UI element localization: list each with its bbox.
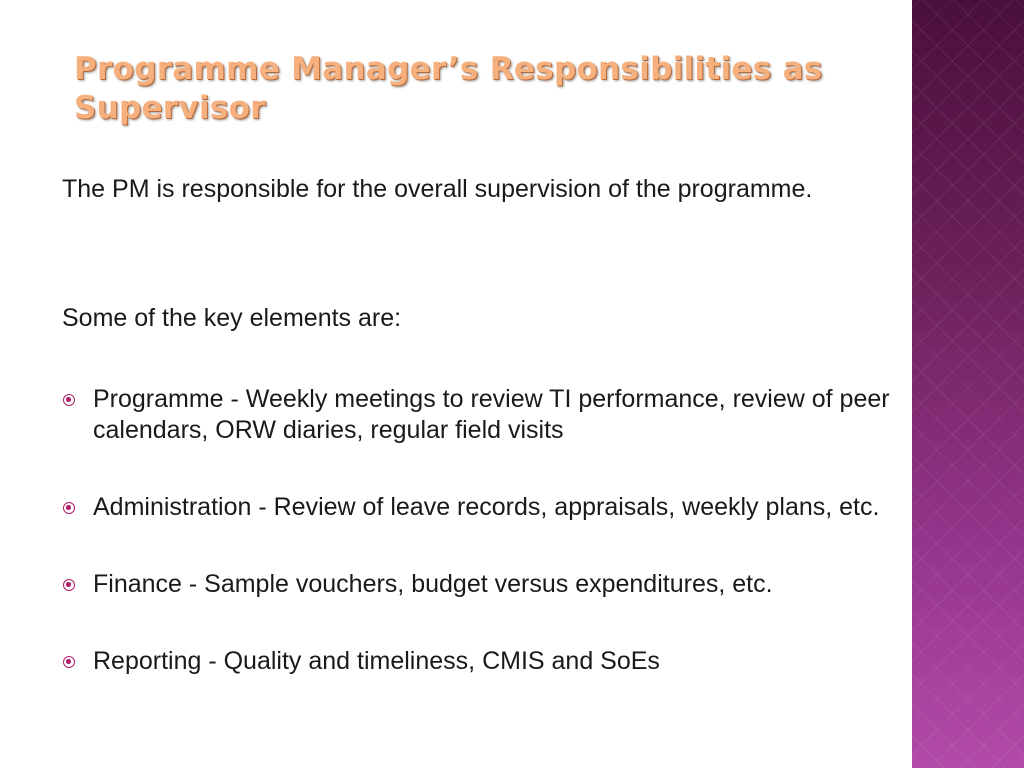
lead-paragraph: Some of the key elements are: xyxy=(62,304,402,332)
bullet-list xyxy=(62,384,942,677)
bullet-text: Reporting - Quality and timeliness, CMIS and SoEs xyxy=(93,647,660,675)
intro-paragraph: The PM is responsible for the overall supervision of the programme. xyxy=(62,175,813,203)
bullet-item-programme xyxy=(62,384,942,446)
circle-dot-icon xyxy=(63,656,75,668)
slide-title: Programme Manager’s Responsibilities as Supervisor xyxy=(74,51,823,126)
bullet-text: Programme - Weekly meetings to review TI performance, review of peer calendars, ORW diaries, regular field visits xyxy=(93,385,890,444)
bullet-text: Finance - Sample vouchers, budget versus expenditures, etc. xyxy=(93,570,773,598)
bullet-text: Administration - Review of leave records, appraisals, weekly plans, etc. xyxy=(93,493,880,521)
decorative-side-panel xyxy=(912,0,1024,768)
circle-dot-icon xyxy=(63,502,75,514)
circle-dot-icon xyxy=(63,579,75,591)
bullet-item-finance xyxy=(62,569,942,600)
bullet-item-administration xyxy=(62,492,942,523)
circle-dot-icon xyxy=(63,394,75,406)
bullet-item-reporting xyxy=(62,646,942,677)
